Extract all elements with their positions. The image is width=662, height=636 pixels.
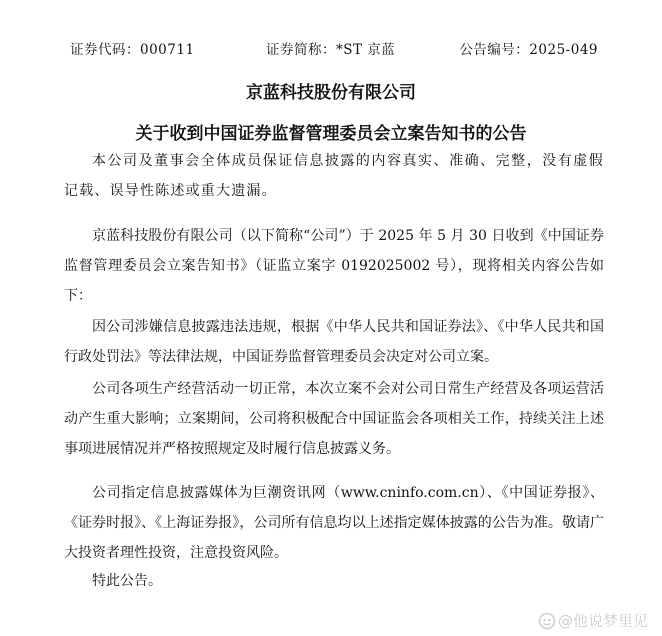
notice-number: 公告编号：2025-049: [459, 42, 598, 58]
body-paragraph-investigation: 因公司涉嫌信息披露违法违规，根据《中华人民共和国证券法》、《中华人民共和国行政处罚法》等法律法规，中国证券监督管理委员会决定对公司立案。: [64, 319, 604, 365]
stock-code: 证券代码：000711: [70, 42, 195, 58]
announcement-title: 关于收到中国证券监督管理委员会立案告知书的公告: [135, 124, 527, 144]
toutiao-logo-icon: [538, 612, 556, 630]
watermark: [538, 610, 648, 632]
body-paragraph-operations: 公司各项生产经营活动一切正常，本次立案不会对公司日常生产经营及各项运营活动产生重大影响；立案期间，公司将积极配合中国证监会各项相关工作，持续关注上述事项进展情况并严格按照规定及时履行信息披露义务。: [64, 381, 604, 457]
watermark-text: @他说梦里见: [557, 612, 648, 630]
announcement-header: [70, 38, 598, 60]
stock-short-name: 证券简称：*ST 京蓝: [266, 42, 396, 58]
disclaimer-paragraph: 本公司及董事会全体成员保证信息披露的内容真实、准确、完整，没有虚假记载、误导性陈述或重大遗漏。: [64, 153, 604, 199]
company-name: 京蓝科技股份有限公司: [246, 83, 416, 103]
body-paragraph-media: 公司指定信息披露媒体为巨潮资讯网（www.cninfo.com.cn）、《中国证券报》、《证券时报》、《上海证券报》，公司所有信息均以上述指定媒体披露的公告为准。敬请广大投资者理性投资，注意投资风险。: [64, 485, 604, 561]
body-paragraph-receipt: 京蓝科技股份有限公司（以下简称“公司”）于 2025 年 5 月 30 日收到《中国证券监督管理委员会立案告知书》（证监立案字 0192025002 号），现将相关内容公告如下：: [64, 228, 604, 304]
closing-paragraph: 特此公告。: [92, 573, 162, 589]
